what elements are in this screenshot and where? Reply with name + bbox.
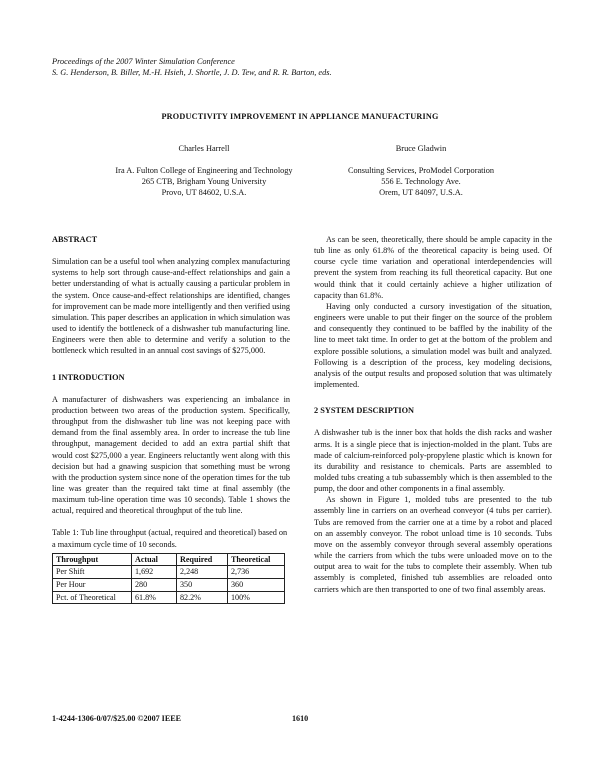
- introduction-text: A manufacturer of dishwashers was experiencing an imbalance in production between two areas of the production system. Specifically, throughput from the dishwasher tub line was not keeping pace with demand from the final assembly area. In order to increase the tub line throughput, management decided to add an extra partial shift that would cost $275,000 a year. Engineers reluctantly went along with this decision but had a gnawing suspicion that something must be wrong with the production system since none of the operation times for the tub line was greater than the required takt time at final assembly (the maximum tub-line operation time was 10 seconds). Table 1 shows the actual, required and theoretical throughput of the tub line.: [52, 394, 290, 516]
- proceedings-editors: S. G. Henderson, B. Biller, M.-H. Hsieh, J. Shortle, J. D. Tew, and R. R. Barton, eds.: [52, 68, 332, 77]
- table-header-cell: Required: [177, 553, 228, 566]
- abstract-text: Simulation can be a useful tool when analyzing complex manufacturing systems to help sort through cause-and-effect relationships and gain a better understanding of what is actually causing a particular problem in the system. Once cause-and-effect relationships are identified, changes for improvement can be made more intelligently and then verified using simulation. This paper describes an application in which simulation was used to identify the bottleneck of a dishwasher tub manufacturing line. Engineers were then able to determine and verify a solution to the bottleneck which resulted in an annual cost savings of $275,000.: [52, 257, 290, 356]
- proceedings-header: [52, 56, 332, 78]
- author-city: Orem, UT 84097, U.S.A.: [379, 188, 463, 197]
- table-cell: 61.8%: [132, 591, 177, 604]
- table-header-cell: Actual: [132, 553, 177, 566]
- table-row: [53, 578, 285, 591]
- table-cell: Per Hour: [53, 578, 132, 591]
- author-block-2: [301, 143, 541, 198]
- paper-title: PRODUCTIVITY IMPROVEMENT IN APPLIANCE MANUFACTURING: [161, 112, 439, 121]
- table-cell: 2,248: [177, 566, 228, 579]
- body-paragraph: As shown in Figure 1, molded tubs are presented to the tub assembly line in carriers on an overhead conveyor (4 tubs per carrier). Tubs are removed from the carrier one at a time by a robot and placed on an assembly conveyor. The robot unload time is 10 seconds. Tubs move on the assembly conveyor through several assembly operations while the carriers from which the tubs were unloaded move on to the output area to wait for the tubs to complete their assembly. When tub assembly is completed, finished tub assemblies are reloaded onto carriers which are then transported to one of two final assembly areas.: [314, 495, 552, 594]
- footer-copyright: 1-4244-1306-0/07/$25.00 ©2007 IEEE: [52, 714, 182, 723]
- body-paragraph: Having only conducted a cursory investigation of the situation, engineers were unable to put their finger on the source of the problem and consequently they continued to be baffled by the inability of the line to meet takt time. In order to get at the bottom of the problem and explore possible solutions, a simulation model was built and analyzed. Following is a description of the process, key modeling decisions, analysis of the output results and proposed solution that was ultimately implemented.: [314, 301, 552, 390]
- proceedings-title: Proceedings of the 2007 Winter Simulation Conference: [52, 57, 235, 66]
- table-cell: 100%: [228, 591, 285, 604]
- table-header-row: [53, 553, 285, 566]
- author-address: 265 CTB, Brigham Young University: [141, 177, 267, 186]
- table-cell: 360: [228, 578, 285, 591]
- table-caption: Table 1: Tub line throughput (actual, required and theoretical) based on a maximum cycle time of 10 seconds.: [52, 528, 288, 549]
- author-name: Bruce Gladwin: [395, 144, 447, 153]
- table-row: [53, 591, 285, 604]
- table-cell: Per Shift: [53, 566, 132, 579]
- author-name: Charles Harrell: [178, 144, 230, 153]
- table-cell: Pct. of Theoretical: [53, 591, 132, 604]
- table-cell: 350: [177, 578, 228, 591]
- system-description-heading: 2 SYSTEM DESCRIPTION: [314, 406, 415, 416]
- author-affiliation: Ira A. Fulton College of Engineering and Technology: [115, 166, 293, 175]
- table-cell: 82.2%: [177, 591, 228, 604]
- body-paragraph: A dishwasher tub is the inner box that holds the dish racks and washer arms. It is a single piece that is injection-molded in the plant. Tubs are made of calcium-reinforced poly-propylene plastic which is known for its durability and resistance to chemicals. Parts are assembled to molded tubs creating a tub subassembly which is then assembled to the pump, the door and other components in a final assembly.: [314, 428, 552, 494]
- throughput-table: [52, 553, 285, 604]
- left-column: [52, 234, 290, 604]
- table-cell: 280: [132, 578, 177, 591]
- body-paragraph: As can be seen, theoretically, there should be ample capacity in the tub line as only 61.8% of the theoretical capacity is being used. Of course cycle time variation and operational interdependencies will prevent the system from reaching its full theoretical capacity. But one would think that it could certainly achieve a higher utilization of capacity than 61.8%.: [314, 235, 552, 300]
- table-row: [53, 566, 285, 579]
- author-address: 556 E. Technology Ave.: [381, 177, 461, 186]
- table-header-cell: Theoretical: [228, 553, 285, 566]
- page-number: 1610: [292, 714, 309, 723]
- table-header-cell: Throughput: [53, 553, 132, 566]
- author-block-1: [84, 143, 324, 198]
- abstract-heading: ABSTRACT: [52, 235, 98, 244]
- author-city: Provo, UT 84602, U.S.A.: [161, 188, 247, 197]
- introduction-heading: 1 INTRODUCTION: [52, 372, 125, 382]
- table-cell: 2,736: [228, 566, 285, 579]
- author-affiliation: Consulting Services, ProModel Corporation: [347, 166, 495, 175]
- table-cell: 1,692: [132, 566, 177, 579]
- right-column: [314, 234, 552, 595]
